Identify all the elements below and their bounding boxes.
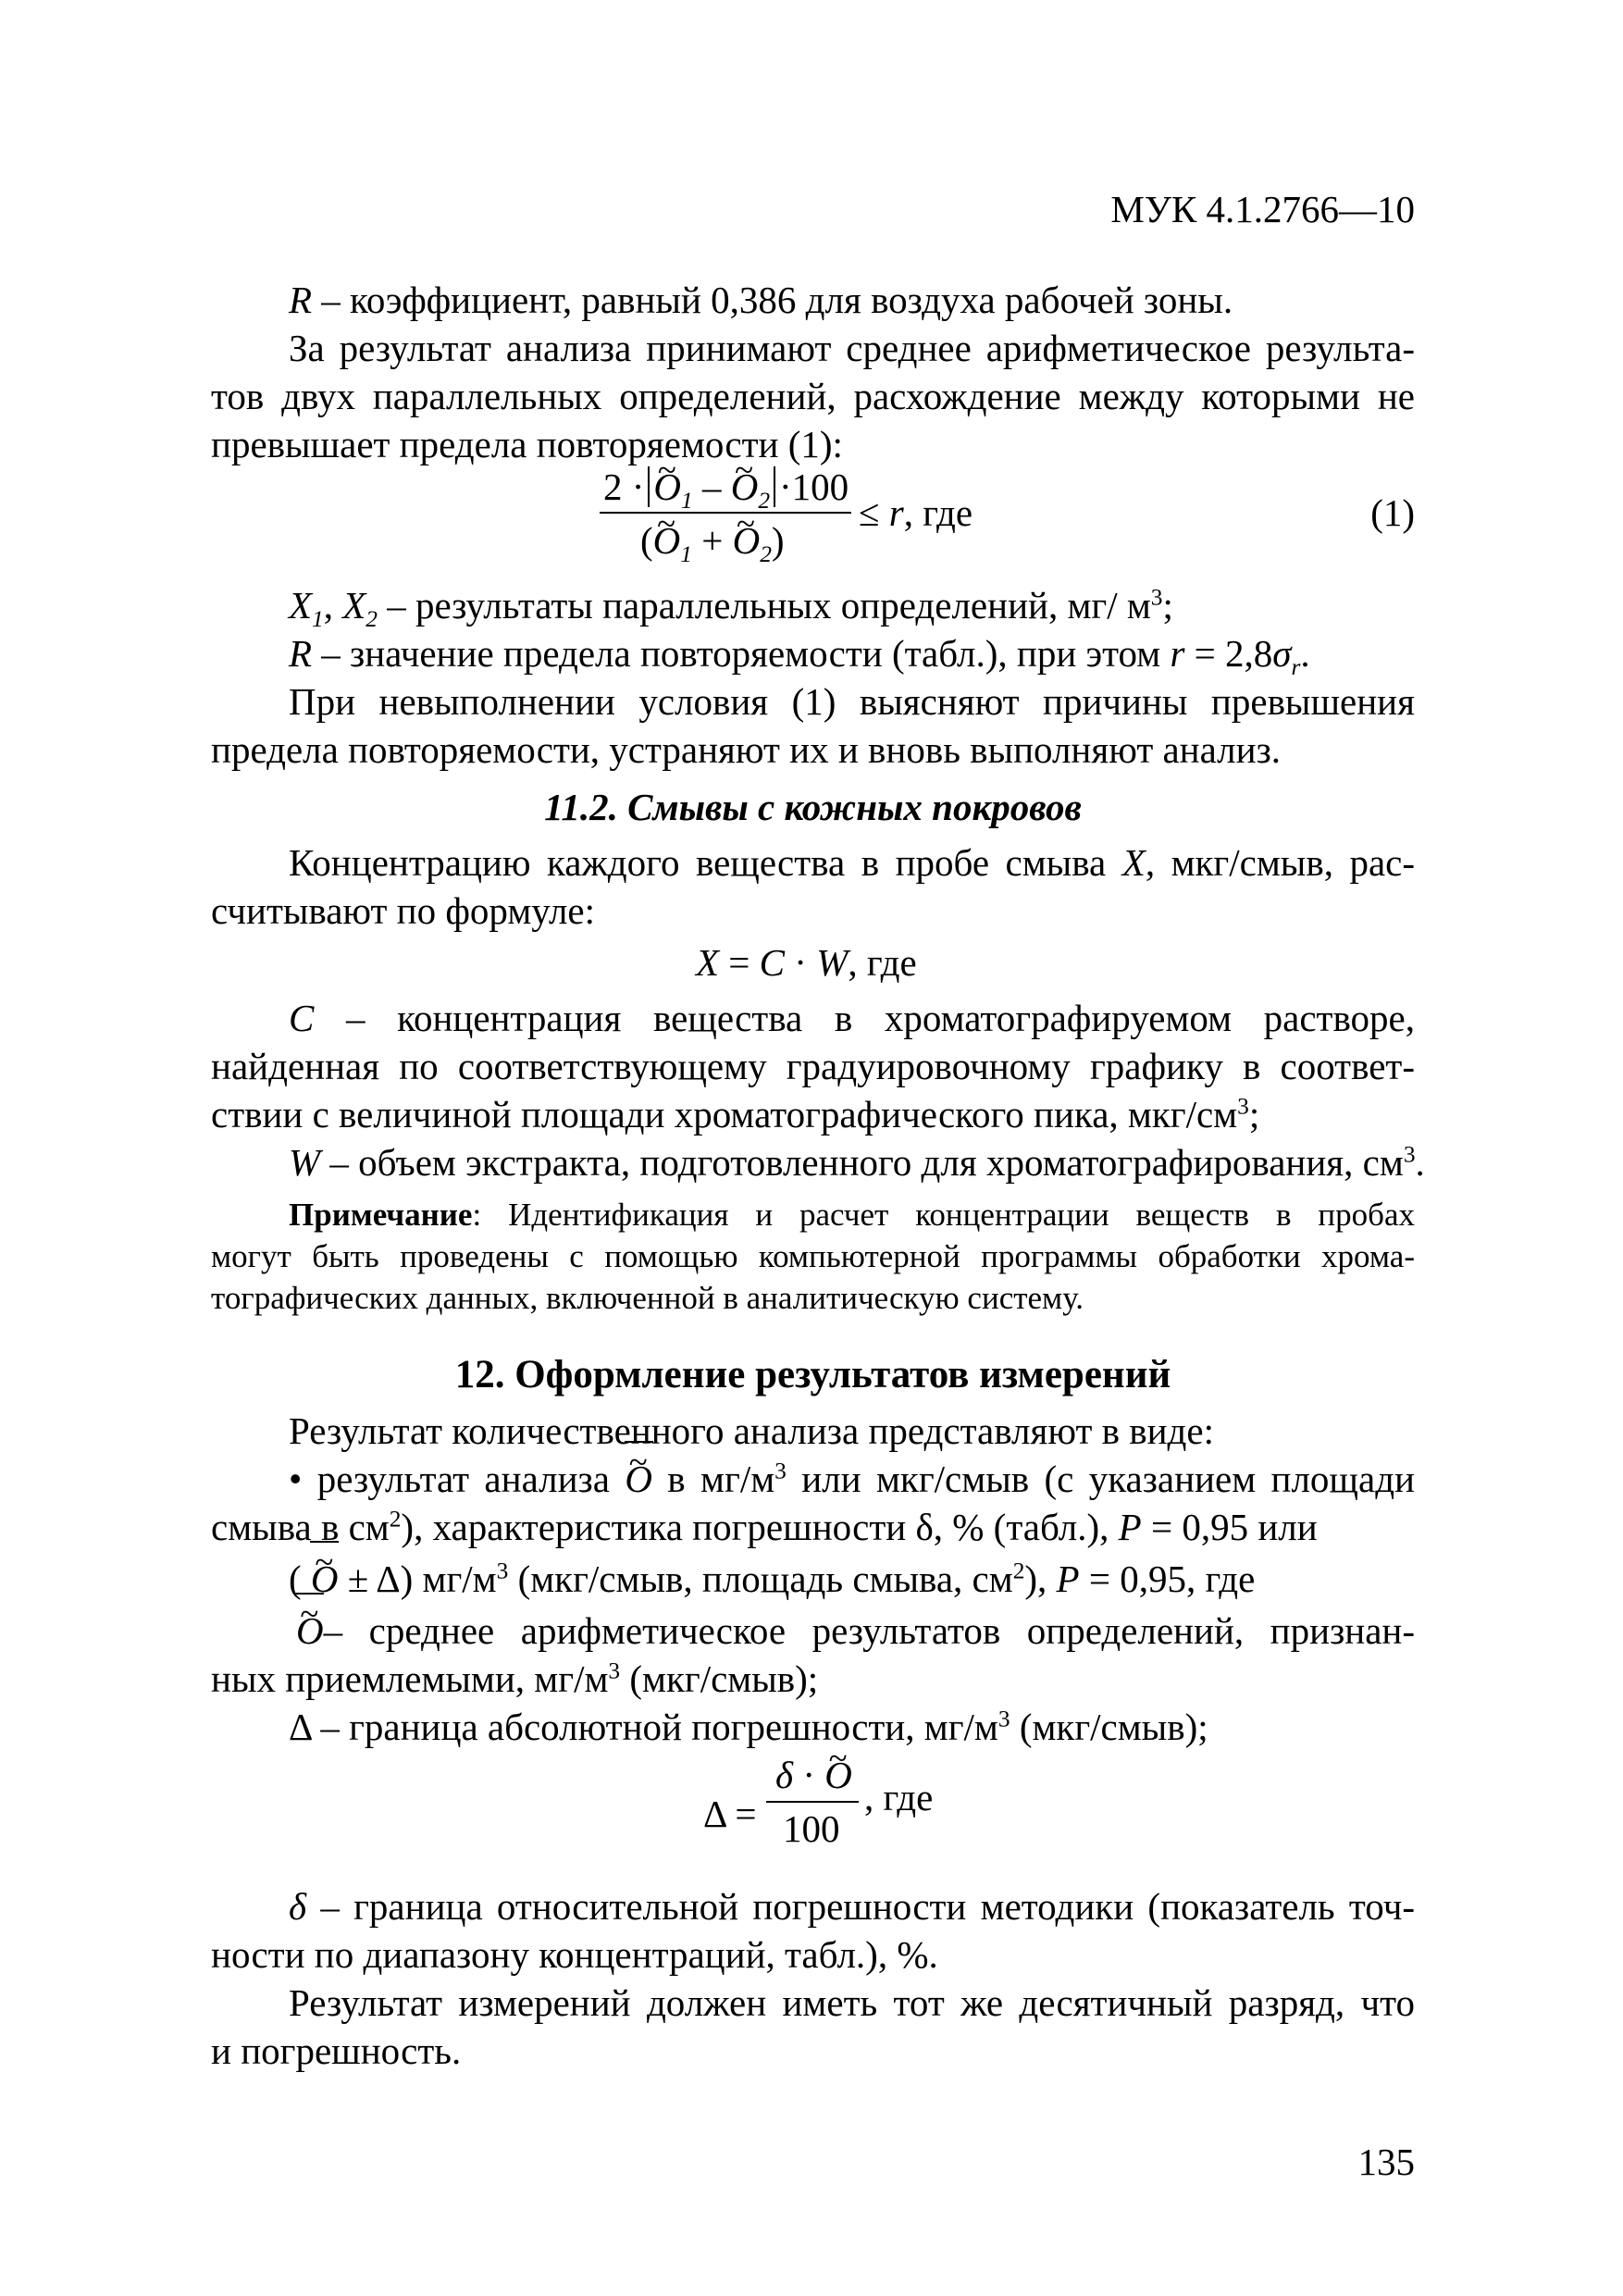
definition-w bbox=[289, 1138, 1425, 1186]
text: = 2,8 bbox=[1184, 632, 1273, 675]
paragraph-r-coefficient bbox=[289, 276, 1233, 324]
definition-mean-line-1 bbox=[296, 1607, 1415, 1655]
abs-bar-right bbox=[774, 466, 775, 507]
sup: 3 bbox=[1237, 1093, 1249, 1120]
paragraph-concentration-line-2 bbox=[211, 887, 595, 935]
var-r-small: r bbox=[888, 491, 904, 534]
o-bar-tilde: ~ O bbox=[296, 1607, 324, 1655]
text: тов двух параллельных определений, расхождение между которыми не bbox=[211, 375, 1415, 417]
text: – среднее арифметическое результатов определений, признан- bbox=[323, 1609, 1415, 1652]
sup: 3 bbox=[774, 1458, 787, 1484]
var-p: P bbox=[1118, 1506, 1142, 1548]
text: (мкг/смыв); bbox=[1010, 1706, 1208, 1748]
definition-c-line-1 bbox=[289, 994, 1415, 1042]
delta: δ bbox=[775, 1754, 794, 1796]
bullet-result-line-1 bbox=[289, 1455, 1415, 1503]
formula-1-denominator bbox=[640, 516, 785, 568]
var-x1: X bbox=[289, 584, 313, 627]
section-11-2-heading bbox=[211, 783, 1415, 831]
page-number-text: 135 bbox=[1357, 2141, 1415, 2183]
where: , где bbox=[848, 941, 917, 984]
where: , где bbox=[903, 491, 973, 534]
text: тографических данных, включенной в аналитическую систему. bbox=[211, 1280, 1084, 1316]
delta: δ bbox=[289, 1885, 307, 1928]
definition-c-line-2 bbox=[211, 1042, 1415, 1090]
o-bar-tilde: ~ O bbox=[311, 1555, 339, 1603]
sup: 3 bbox=[496, 1558, 509, 1584]
definition-x1-x2: $X_1$, $X_2$ – результаты параллельных определений, мг/ $м^3$; bbox=[289, 584, 1173, 633]
text: – значение предела повторяемости (табл.), при этом bbox=[312, 632, 1171, 675]
section-12-heading bbox=[211, 1351, 1415, 1399]
formula-2 bbox=[696, 938, 917, 987]
text: смыва в см bbox=[211, 1506, 390, 1548]
paragraph-decimal-line-1 bbox=[289, 1979, 1415, 2027]
where: , где bbox=[864, 1776, 934, 1818]
sup: 2 bbox=[389, 1506, 402, 1533]
leq: ≤ bbox=[859, 491, 880, 534]
text: найденная по соответствующему градуировочному графику в соответ- bbox=[211, 1045, 1415, 1087]
formula-3-where bbox=[864, 1773, 933, 1821]
text: ствии с величиной площади хроматографического пика, мкг/см bbox=[211, 1093, 1238, 1136]
var-r: R bbox=[289, 632, 313, 675]
num-prefix: 2 · bbox=[603, 465, 645, 508]
text: – концентрация вещества в хроматографируемом растворе, bbox=[314, 997, 1415, 1039]
definition-mean-line-2 bbox=[211, 1655, 818, 1703]
document-code-header bbox=[1110, 185, 1415, 233]
text: . bbox=[1415, 1141, 1425, 1184]
text: ности по диапазону концентраций, табл.), %. bbox=[211, 1933, 938, 1976]
formula-1-numerator bbox=[603, 463, 849, 515]
sub: 1 bbox=[681, 488, 693, 515]
paragraph-decimal-line-2 bbox=[211, 2027, 461, 2075]
text: : Идентификация и расчет концентрации веществ в пробах bbox=[472, 1197, 1415, 1233]
var-r-small: r bbox=[1170, 632, 1185, 675]
text: – результаты параллельных определений, мг/ м bbox=[378, 584, 1151, 627]
o-tilde-1: ~ $O_1$ bbox=[653, 463, 692, 511]
section-title: 12. Оформление результатов измерений bbox=[454, 1353, 1171, 1396]
definition-abs-error bbox=[289, 1703, 1208, 1751]
note-line-2 bbox=[211, 1235, 1415, 1277]
var-x2: X bbox=[342, 584, 366, 627]
definition-c-line-3 bbox=[211, 1090, 1259, 1138]
equation-number: (1) bbox=[1370, 491, 1415, 534]
sub: r bbox=[1291, 654, 1301, 681]
formula-1-fraction-line bbox=[600, 512, 851, 514]
sup: 3 bbox=[1403, 1141, 1416, 1168]
text: , мкг/смыв, рас- bbox=[1145, 841, 1416, 884]
section-title: 11.2. Смывы с кожных покровов bbox=[544, 786, 1082, 828]
text: • результат анализа bbox=[289, 1458, 626, 1500]
dot: · bbox=[785, 941, 817, 984]
text: = 0,95 или bbox=[1141, 1506, 1318, 1548]
var-x: X bbox=[696, 941, 720, 984]
text: считывают по формуле: bbox=[211, 889, 596, 932]
text: Результат количественного анализа представляют в виде: bbox=[289, 1409, 1214, 1452]
eq: = bbox=[719, 941, 760, 984]
formula-1-relation bbox=[859, 489, 973, 537]
var-w: W bbox=[289, 1141, 321, 1184]
r-coefficient-text: – коэффициент, равный 0,386 для воздуха рабочей зоны. bbox=[312, 279, 1233, 321]
den: 100 bbox=[783, 1807, 840, 1850]
formula-3-numerator bbox=[775, 1751, 852, 1799]
formula-3-lhs bbox=[703, 1790, 756, 1838]
text: ; bbox=[1162, 584, 1173, 627]
text: Концентрацию каждого вещества в пробе смыва bbox=[289, 841, 1122, 884]
text: (мкг/смыв, площадь смыва, см bbox=[508, 1558, 1013, 1600]
definition-r-limit bbox=[289, 629, 1310, 681]
sup: 3 bbox=[608, 1657, 621, 1684]
note-label: Примечание bbox=[289, 1197, 473, 1233]
text: предела повторяемости, устраняют их и вновь выполняют анализ. bbox=[211, 728, 1282, 771]
abs-bar-left bbox=[648, 466, 650, 507]
lhs: Δ = bbox=[703, 1793, 757, 1835]
text: За результат анализа принимают среднее арифметическое результа- bbox=[289, 327, 1415, 369]
sub: 1 bbox=[312, 606, 324, 633]
text: – граница относительной погрешности методики (показатель точ- bbox=[306, 1885, 1415, 1928]
o-tilde-1: ~ $O_1$ bbox=[653, 516, 692, 565]
document-code: МУК 4.1.2766—10 bbox=[1110, 188, 1415, 230]
text: . bbox=[1300, 632, 1310, 675]
text: могут быть проведены с помощью компьютерной программы обработки хрома- bbox=[211, 1238, 1415, 1274]
sup: 3 bbox=[1150, 584, 1163, 611]
page-number bbox=[1358, 2138, 1416, 2186]
var-c: C bbox=[289, 997, 315, 1039]
var-p: P bbox=[1056, 1558, 1080, 1600]
paragraph-result-line-2 bbox=[211, 372, 1415, 420]
sub: 1 bbox=[680, 541, 692, 568]
o-tilde: ~ O bbox=[824, 1751, 852, 1799]
text: Δ – граница абсолютной погрешности, мг/м bbox=[289, 1706, 998, 1748]
text: ± Δ) мг/м bbox=[338, 1558, 497, 1600]
o-tilde-2: ~ $O_2$ bbox=[731, 463, 770, 511]
formula-1-number bbox=[1370, 489, 1415, 537]
sup: 3 bbox=[997, 1706, 1010, 1732]
bullet-result-line-3 bbox=[289, 1555, 1255, 1603]
text: При невыполнении условия (1) выясняют причины превышения bbox=[289, 680, 1415, 723]
text: и погрешность. bbox=[211, 2029, 462, 2072]
text: ( bbox=[289, 1558, 311, 1600]
text: ных приемлемыми, мг/м bbox=[211, 1657, 609, 1700]
text: ), характеристика погрешности δ, % (табл.), bbox=[401, 1506, 1119, 1548]
sup: 2 bbox=[1012, 1558, 1025, 1584]
var-r: R bbox=[289, 279, 313, 321]
var-w: W bbox=[816, 941, 849, 984]
o-tilde-2: ~ $O_2$ bbox=[733, 516, 772, 565]
var-x: X bbox=[1121, 841, 1146, 884]
bullet-result-line-2 bbox=[211, 1503, 1318, 1551]
sub: 2 bbox=[760, 541, 772, 568]
text: или мкг/смыв (с указанием площади bbox=[786, 1458, 1415, 1500]
text: (мкг/смыв); bbox=[620, 1657, 819, 1700]
note-line-3 bbox=[211, 1277, 1084, 1319]
text: в мг/м bbox=[651, 1458, 775, 1500]
paren: ( bbox=[640, 519, 653, 562]
formula-3-denominator bbox=[783, 1805, 840, 1853]
text: превышает предела повторяемости (1): bbox=[211, 423, 843, 465]
text: – объем экстракта, подготовленного для хроматографирования, см bbox=[320, 1141, 1404, 1184]
plus: + bbox=[701, 519, 724, 562]
paragraph-result-line-1 bbox=[289, 324, 1415, 372]
text: ; bbox=[1248, 1093, 1260, 1136]
sub: 2 bbox=[365, 606, 378, 633]
definition-rel-error-line-1 bbox=[289, 1882, 1415, 1930]
var-c: C bbox=[759, 941, 786, 984]
sub: 2 bbox=[758, 488, 771, 515]
paragraph-failure-line-1 bbox=[289, 677, 1415, 726]
num-suffix: ·100 bbox=[779, 465, 849, 508]
text: Результат измерений должен иметь тот же десятичный разряд, что bbox=[289, 1981, 1415, 2024]
note-line-1 bbox=[289, 1194, 1415, 1235]
minus: – bbox=[701, 465, 722, 508]
text: = 0,95, где bbox=[1079, 1558, 1256, 1600]
text: ), bbox=[1024, 1558, 1057, 1600]
formula-3-fraction-line bbox=[766, 1801, 859, 1803]
paren: ) bbox=[771, 519, 785, 562]
sigma: σ bbox=[1272, 632, 1292, 675]
paragraph-failure-line-2 bbox=[211, 726, 1281, 774]
definition-rel-error-line-2 bbox=[211, 1930, 938, 1979]
paragraph-result-form-intro bbox=[289, 1407, 1214, 1455]
o-bar-tilde: ~ O bbox=[625, 1455, 652, 1503]
paragraph-concentration-line-1 bbox=[289, 838, 1415, 887]
dot: · bbox=[793, 1754, 825, 1796]
